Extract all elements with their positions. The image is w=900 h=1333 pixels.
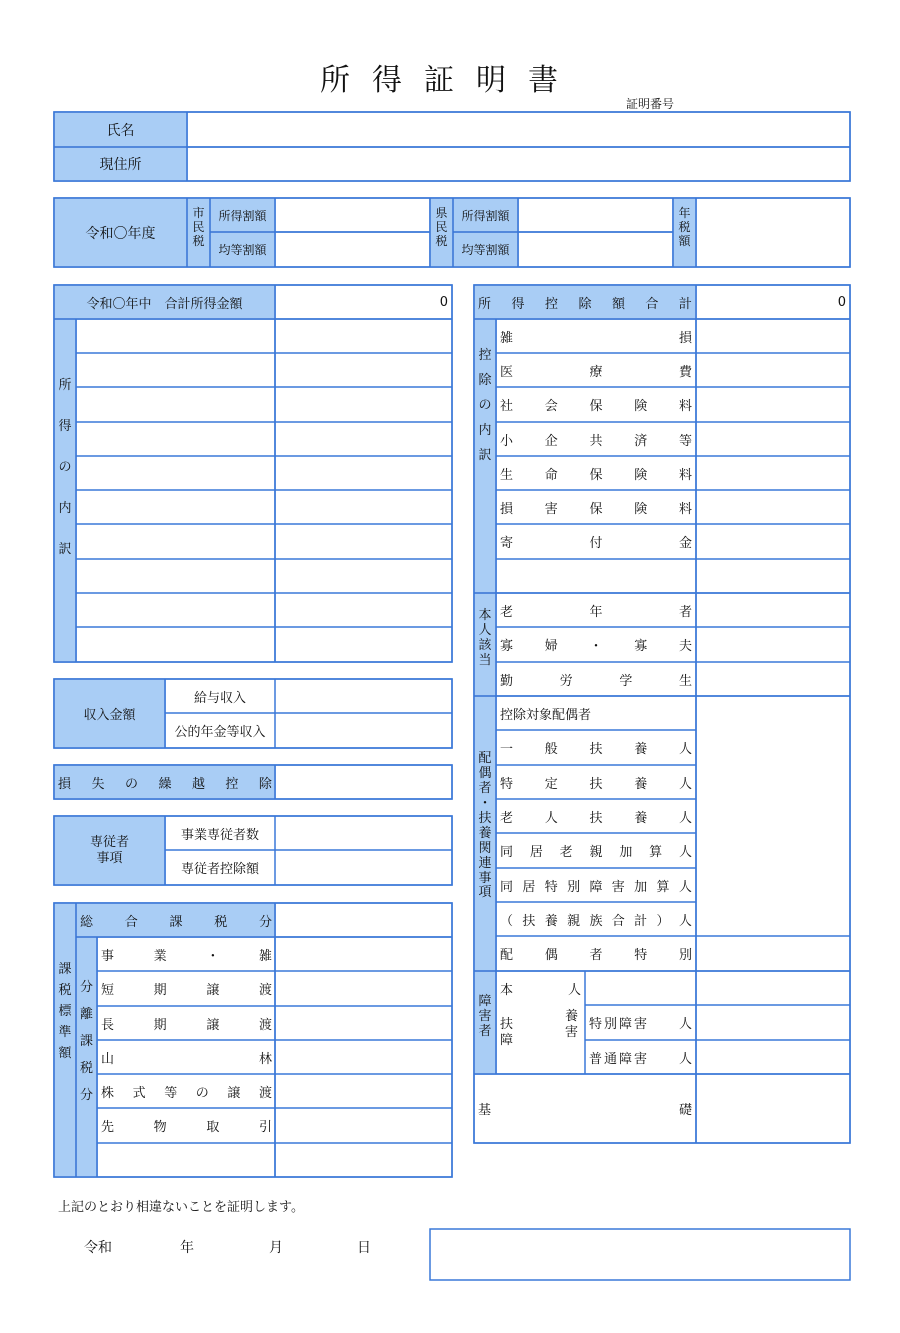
small-mutual-aid-label: 小 企 共 済 等 (500, 433, 692, 449)
cohabiting-parent-label: 同 居 老 親 加 算 人 (500, 845, 692, 860)
annual-tax-label: 年 税 額 (678, 206, 691, 248)
cohabiting-special-disabled-label: 同 居 特 別 障 害 加 算 人 (500, 879, 692, 895)
city-tax-label: 市 民 税 (192, 206, 205, 248)
loss-carryover-label: 損 失 の 繰 越 控 除 (58, 776, 272, 792)
address-field[interactable] (188, 148, 849, 180)
annual-tax-field[interactable] (697, 199, 849, 266)
deduction-total-value[interactable]: 0 (837, 294, 846, 310)
certification-statement: 上記のとおり相違ないことを証明します。 (58, 1200, 304, 1215)
address-label: 現住所 (99, 157, 142, 173)
employee-count-field[interactable] (276, 817, 451, 849)
employee-count-label: 事業専従者数 (180, 827, 259, 843)
separate-taxation-label: 分 離 課 税 分 (79, 980, 93, 1103)
spouse-dependents-label: 配 偶 者 ・ 扶 養 関 連 事 項 (478, 751, 492, 901)
stock-transfer-label: 株 式 等 の 譲 渡 (101, 1085, 272, 1101)
employee-items-label: 専従者事項 (89, 834, 129, 866)
salary-income-field[interactable] (276, 680, 451, 712)
day-label: 日 (357, 1240, 371, 1256)
life-insurance-label: 生 命 保 険 料 (500, 467, 692, 483)
general-dependent-label: 一 般 扶 養 人 (500, 742, 692, 757)
total-income-label: 令和〇年中 合計所得金額 (86, 296, 243, 312)
pref-income-levy-field[interactable] (519, 199, 672, 231)
fiscal-year-label: 令和〇年度 (85, 225, 156, 242)
pref-income-levy-label: 所得割額 (461, 208, 510, 223)
income-breakdown-label: 所 得 の 内 訳 (58, 378, 72, 557)
pref-per-capita-label: 均等割額 (461, 243, 510, 257)
specific-dependent-label: 特 定 扶 養 人 (500, 776, 692, 792)
name-field[interactable] (188, 113, 849, 146)
deduction-breakdown-label: 控 除 の 内 訳 (478, 348, 492, 463)
forest-label: 山 林 (101, 1051, 272, 1067)
era-label: 令和 (84, 1240, 112, 1256)
pref-per-capita-field[interactable] (519, 233, 672, 266)
revenue-label: 収入金額 (83, 708, 136, 723)
futures-label: 先 物 取 引 (101, 1120, 272, 1135)
normal-disabled-label: 普通障害 人 (589, 1051, 692, 1067)
pension-income-field[interactable] (276, 714, 451, 747)
city-income-levy-field[interactable] (276, 199, 429, 231)
employee-deduction-label: 専従者控除額 (180, 862, 259, 877)
disabled-self-label: 本 人 (500, 982, 581, 998)
deduction-total-label: 所 得 控 除 額 合 計 (478, 296, 692, 312)
name-label: 氏名 (106, 122, 135, 139)
widow-label: 寡 婦 ・ 寡 夫 (500, 639, 692, 654)
special-disabled-label: 特別障害 人 (589, 1017, 692, 1032)
long-term-transfer-label: 長 期 譲 渡 (101, 1017, 272, 1033)
tax-base-label: 課 税 標 準 額 (58, 962, 72, 1061)
comprehensive-taxation-label: 総 合 課 税 分 (80, 914, 272, 930)
disabled-label: 障 害 者 (478, 994, 492, 1039)
city-per-capita-field[interactable] (276, 233, 429, 266)
dependent-total-label: （ 扶 養 親 族 合 計 ） 人 (500, 913, 692, 929)
donation-label: 寄 付 金 (500, 536, 692, 551)
year-label: 年 (180, 1240, 194, 1256)
disabled-dependents-label: 扶 障 養 害 (500, 1009, 579, 1048)
loss-carryover-field[interactable] (276, 766, 451, 798)
employee-deduction-field[interactable] (276, 851, 451, 884)
self-applicable-label: 本 人 該 当 (478, 608, 492, 668)
spouse-special-label: 配 偶 者 特 別 (500, 948, 692, 963)
pension-income-label: 公的年金等収入 (174, 725, 266, 740)
damage-insurance-label: 損 害 保 険 料 (500, 501, 692, 517)
working-student-label: 勤 労 学 生 (500, 673, 692, 689)
city-income-levy-label: 所得割額 (218, 208, 267, 223)
business-misc-label: 事 業 ・ 雑 (101, 948, 272, 964)
casualty-loss-label: 雑 損 (500, 330, 692, 346)
spouse-deduction-target-label: 控除対象配偶者 (500, 707, 592, 723)
elderly-label: 老 年 者 (500, 604, 692, 620)
total-income-value[interactable]: 0 (439, 294, 448, 310)
certificate-number-label: 証明番号 (626, 97, 675, 111)
social-insurance-label: 社 会 保 険 料 (500, 399, 692, 414)
salary-income-label: 給与収入 (193, 690, 246, 706)
city-per-capita-label: 均等割額 (218, 243, 267, 257)
elderly-dependent-label: 老 人 扶 養 人 (500, 810, 692, 826)
short-term-transfer-label: 短 期 譲 渡 (101, 983, 272, 998)
document-title: 所得証明書 (320, 63, 580, 98)
issuer-seal-box[interactable] (431, 1230, 849, 1279)
month-label: 月 (269, 1240, 283, 1256)
basic-deduction-label: 基 礎 (478, 1103, 692, 1118)
medical-expense-label: 医 療 費 (500, 364, 692, 380)
pref-tax-label: 県 民 税 (435, 206, 448, 248)
